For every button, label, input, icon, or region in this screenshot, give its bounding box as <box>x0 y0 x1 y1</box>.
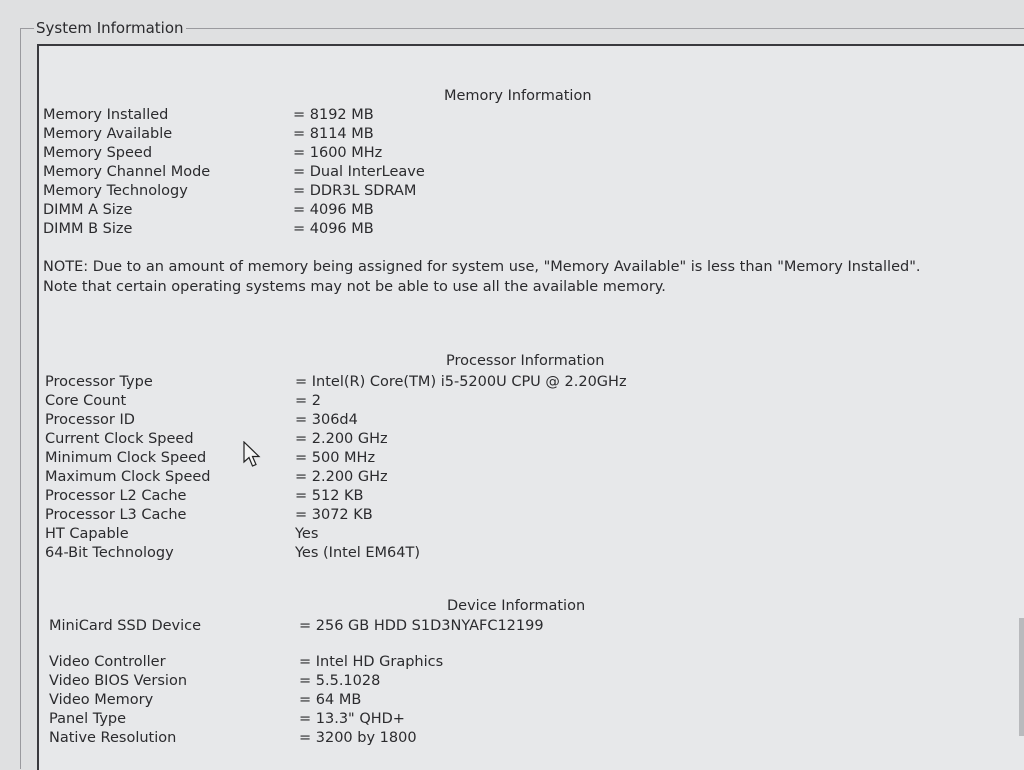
row-value: = Intel HD Graphics <box>299 654 444 670</box>
row-label: Video BIOS Version <box>49 673 188 689</box>
vertical-scrollbar[interactable] <box>1019 618 1024 736</box>
row-label: HT Capable <box>45 526 129 542</box>
row-value: = 2 <box>295 393 321 409</box>
row-label: Minimum Clock Speed <box>45 450 207 466</box>
group-title: System Information <box>36 19 184 37</box>
row-value: = 1600 MHz <box>293 145 383 161</box>
row-label: Memory Installed <box>43 107 169 123</box>
row-value: = 4096 MB <box>293 202 374 218</box>
row-label: Processor L2 Cache <box>45 488 187 504</box>
row-value: = DDR3L SDRAM <box>293 183 417 199</box>
row-value: = 3072 KB <box>295 507 373 523</box>
info-panel[interactable] <box>37 44 1024 770</box>
row-value: = 500 MHz <box>295 450 376 466</box>
row-label: Maximum Clock Speed <box>45 469 211 485</box>
row-value: = 8192 MB <box>293 107 374 123</box>
row-label: 64-Bit Technology <box>45 545 174 561</box>
mouse-pointer-icon <box>242 441 264 469</box>
row-value: Yes (Intel EM64T) <box>295 545 421 561</box>
row-label: Native Resolution <box>49 730 177 746</box>
row-value: = Dual InterLeave <box>293 164 425 180</box>
row-label: Memory Technology <box>43 183 188 199</box>
row-label: DIMM B Size <box>43 221 133 237</box>
row-value: = 2.200 GHz <box>295 469 388 485</box>
processor-section-title: Processor Information <box>446 353 605 369</box>
row-value: = 64 MB <box>299 692 362 708</box>
row-value: = 3200 by 1800 <box>299 730 417 746</box>
row-value: = 256 GB HDD S1D3NYAFC12199 <box>299 618 544 634</box>
row-label: DIMM A Size <box>43 202 133 218</box>
memory-section-title: Memory Information <box>444 88 592 104</box>
row-label: Processor L3 Cache <box>45 507 187 523</box>
memory-note: NOTE: Due to an amount of memory being assigned for system use, "Memory Available" is less than "Memory Installed". Note that certain operating systems may not be able to use all the available memory. <box>43 259 921 295</box>
row-label: Panel Type <box>49 711 127 727</box>
row-label: Processor ID <box>45 412 135 428</box>
device-section-title: Device Information <box>447 598 586 614</box>
row-value: Yes <box>295 526 319 542</box>
row-label: Memory Speed <box>43 145 153 161</box>
row-value: = 4096 MB <box>293 221 374 237</box>
row-value: = 2.200 GHz <box>295 431 388 447</box>
row-label: Video Memory <box>49 692 154 708</box>
row-value: = Intel(R) Core(TM) i5-5200U CPU @ 2.20GHz <box>295 374 627 390</box>
row-value: = 8114 MB <box>293 126 374 142</box>
row-label: Processor Type <box>45 374 153 390</box>
row-label: Memory Channel Mode <box>43 164 211 180</box>
row-label: Core Count <box>45 393 127 409</box>
row-label: MiniCard SSD Device <box>49 618 202 634</box>
row-value: = 512 KB <box>295 488 364 504</box>
row-label: Current Clock Speed <box>45 431 194 447</box>
row-label: Video Controller <box>49 654 166 670</box>
row-value: = 13.3" QHD+ <box>299 711 405 727</box>
row-label: Memory Available <box>43 126 173 142</box>
row-value: = 306d4 <box>295 412 358 428</box>
row-value: = 5.5.1028 <box>299 673 381 689</box>
